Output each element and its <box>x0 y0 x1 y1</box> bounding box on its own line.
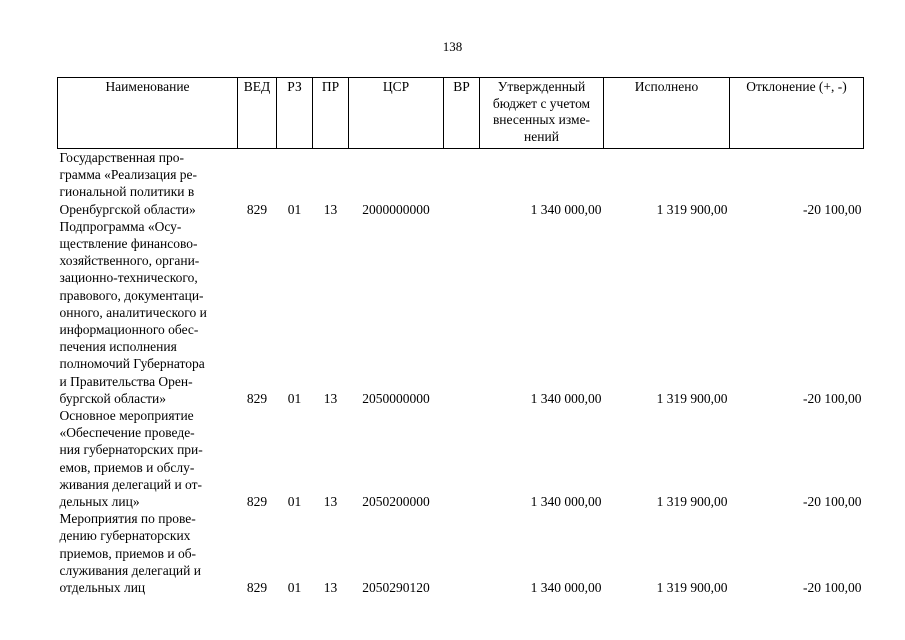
header-csr: ЦСР <box>349 78 444 149</box>
row-approved: 1 340 000,00 <box>530 580 602 596</box>
table-row <box>58 510 864 596</box>
row-name: Подпрограмма «Осу- ществление финансово- хозяйственного, органи- зационно-технического, правового, документаци- онного, аналитического и информационного обес- печения исполнения полномочий Губернатора и Правительства Орен- бургской области» <box>59 218 207 406</box>
row-deviation: -20 100,00 <box>803 390 862 406</box>
header-rz: РЗ <box>277 78 313 149</box>
row-csr: 2000000000 <box>362 201 430 217</box>
row-pr: 13 <box>323 201 338 217</box>
row-ved: 829 <box>246 390 268 406</box>
row-executed: 1 319 900,00 <box>656 201 728 217</box>
row-vr <box>444 218 480 407</box>
row-pr: 13 <box>323 580 338 596</box>
header-vr: ВР <box>444 78 480 149</box>
row-executed: 1 319 900,00 <box>656 580 728 596</box>
header-deviation: Отклонение (+, -) <box>730 78 864 149</box>
row-deviation: -20 100,00 <box>803 580 862 596</box>
row-vr <box>444 407 480 510</box>
header-executed: Исполнено <box>604 78 730 149</box>
row-approved: 1 340 000,00 <box>530 390 602 406</box>
row-csr: 2050200000 <box>362 494 430 510</box>
header-name: Наименование <box>58 78 238 149</box>
row-executed: 1 319 900,00 <box>656 494 728 510</box>
row-pr: 13 <box>323 494 338 510</box>
table-row <box>58 407 864 510</box>
row-approved: 1 340 000,00 <box>530 201 602 217</box>
row-vr <box>444 510 480 596</box>
row-pr: 13 <box>323 390 338 406</box>
row-rz: 01 <box>287 201 302 217</box>
row-ved: 829 <box>246 580 268 596</box>
row-name: Государственная про- грамма «Реализация ре- гиональной политики в Оренбургской области» <box>59 150 198 217</box>
table-row <box>58 218 864 407</box>
row-deviation: -20 100,00 <box>803 201 862 217</box>
table-row <box>58 149 864 218</box>
header-ved: ВЕД <box>238 78 277 149</box>
page-number: 138 <box>442 39 463 54</box>
row-name: Основное мероприятие «Обеспечение проведе- ния губернаторских при- емов, приемов и обслу- живания делегаций и от- дельных лиц» <box>59 408 203 510</box>
row-deviation: -20 100,00 <box>803 494 862 510</box>
row-rz: 01 <box>287 494 302 510</box>
row-rz: 01 <box>287 580 302 596</box>
header-approved-budget: Утвержденный бюджет с учетом внесенных изме-нений <box>480 78 604 149</box>
row-executed: 1 319 900,00 <box>656 390 728 406</box>
row-csr: 2050290120 <box>362 580 430 596</box>
row-csr: 2050000000 <box>362 390 430 406</box>
row-ved: 829 <box>246 201 268 217</box>
row-vr <box>444 149 480 218</box>
header-pr: ПР <box>313 78 349 149</box>
budget-table <box>57 77 864 596</box>
row-approved: 1 340 000,00 <box>530 494 602 510</box>
row-rz: 01 <box>287 390 302 406</box>
row-ved: 829 <box>246 494 268 510</box>
row-name: Мероприятия по прове- дению губернаторских приемов, приемов и об- служивания делегаций и отдельных лиц <box>59 511 201 596</box>
table-header-row <box>58 78 864 149</box>
